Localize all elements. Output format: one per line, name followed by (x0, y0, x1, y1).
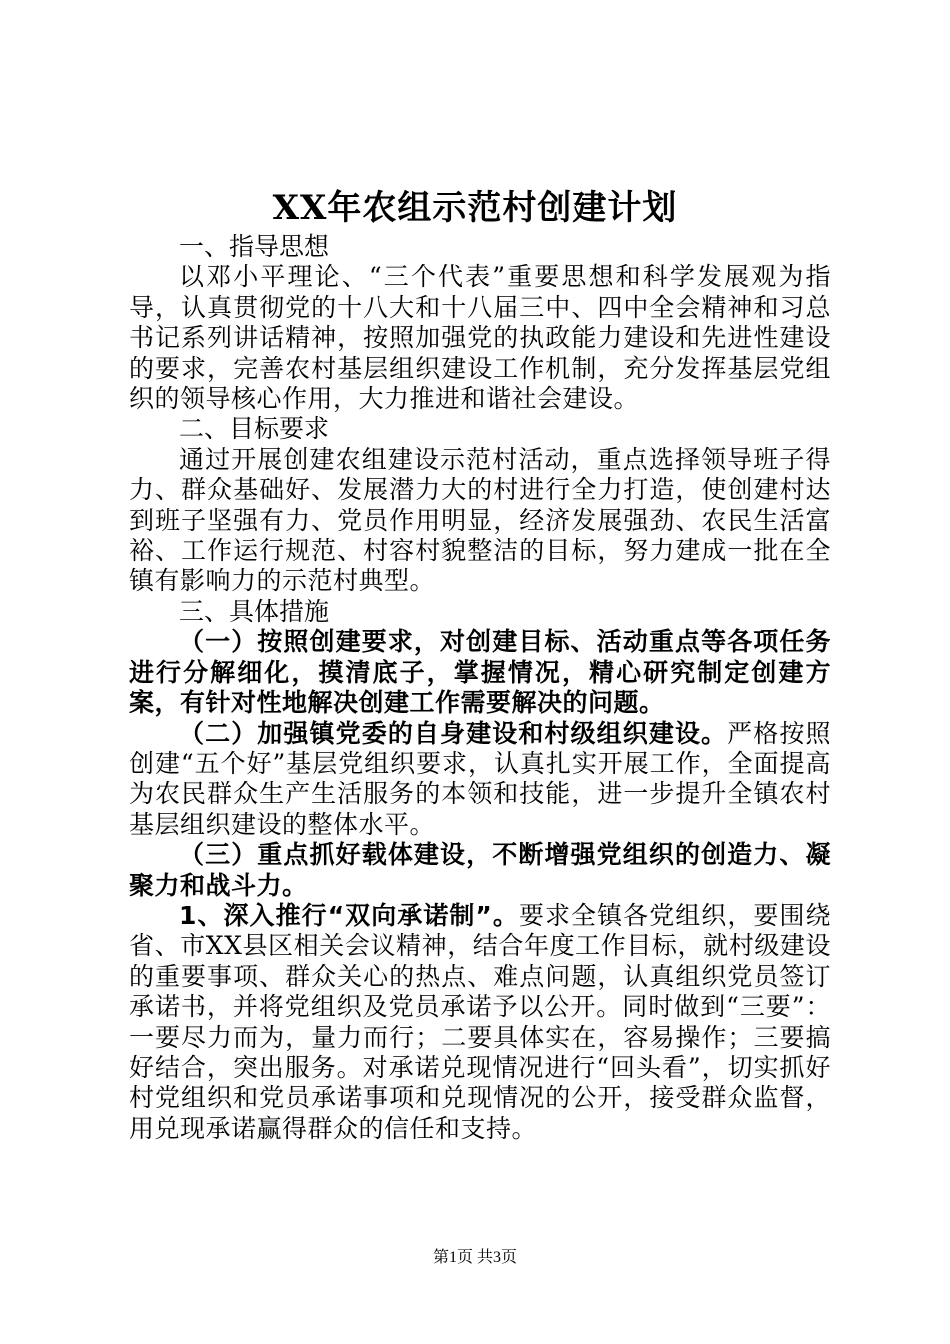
measure-1-text: （一）按照创建要求，对创建目标、活动重点等各项任务进行分解细化，摸清底子，掌握情况，精心研究制定创建方案，有针对性地解决创建工作需要解决的问题。 (129, 627, 831, 718)
point-1-lead: 1、深入推行“双向承诺制”。 (179, 900, 519, 930)
point-1-text: 要求全镇各党组织，要围绕省、市XX县区相关会议精神，结合年度工作目标，就村级建设的重要事项、群众关心的热点、难点问题，认真组织党员签订承诺书，并将党组织及党员承诺予以公开。同时做到“三要”：一要尽力而为，量力而行；二要具体实在，容易操作；三要搞好结合，突出服务。对承诺兑现情况进行“回头看”，切实抓好村党组织和党员承诺事项和兑现情况的公开，接受群众监督，用兑现承诺赢得群众的信任和支持。 (129, 900, 831, 1143)
section-heading-goals: 二、目标要求 (179, 414, 330, 444)
section-text-guiding-thought: 以邓小平理论、“三个代表”重要思想和科学发展观为指导，认真贯彻党的十八大和十八届三中、四中全会精神和习总书记系列讲话精神，按照加强党的执政能力建设和先进性建设的要求，完善农村基层组织建设工作机制，充分发挥基层党组织的领导核心作用，大力推进和谐社会建设。 (129, 262, 831, 414)
measure-2-paragraph (129, 719, 831, 841)
page-footer: 第1页 共3页 (432, 1249, 517, 1266)
section-text-goals: 通过开展创建农组建设示范村活动，重点选择领导班子得力、群众基础好、发展潜力大的村进行全力打造，使创建村达到班子坚强有力、党员作用明显，经济发展强劲、农民生活富裕、工作运行规范、村容村貌整洁的目标，努力建成一批在全镇有影响力的示范村典型。 (129, 444, 831, 596)
section-heading-guiding-thought: 一、指导思想 (179, 232, 330, 261)
document-title: XX年农组示范村创建计划 (272, 188, 678, 228)
measure-2-text: 严格按照创建“五个好”基层党组织要求，认真扎实开展工作，全面提高为农民群众生产生活服务的本领和技能，进一步提升全镇农村基层组织建设的整体水平。 (129, 718, 831, 839)
point-1-paragraph (129, 901, 831, 1144)
document-body (129, 232, 831, 1144)
section-heading-measures: 三、具体措施 (179, 596, 330, 626)
measure-3-text: （三）重点抓好载体建设，不断增强党组织的创造力、凝聚力和战斗力。 (129, 840, 831, 900)
measure-2-lead: （二）加强镇党委的自身建设和村级组织建设。 (179, 718, 728, 748)
